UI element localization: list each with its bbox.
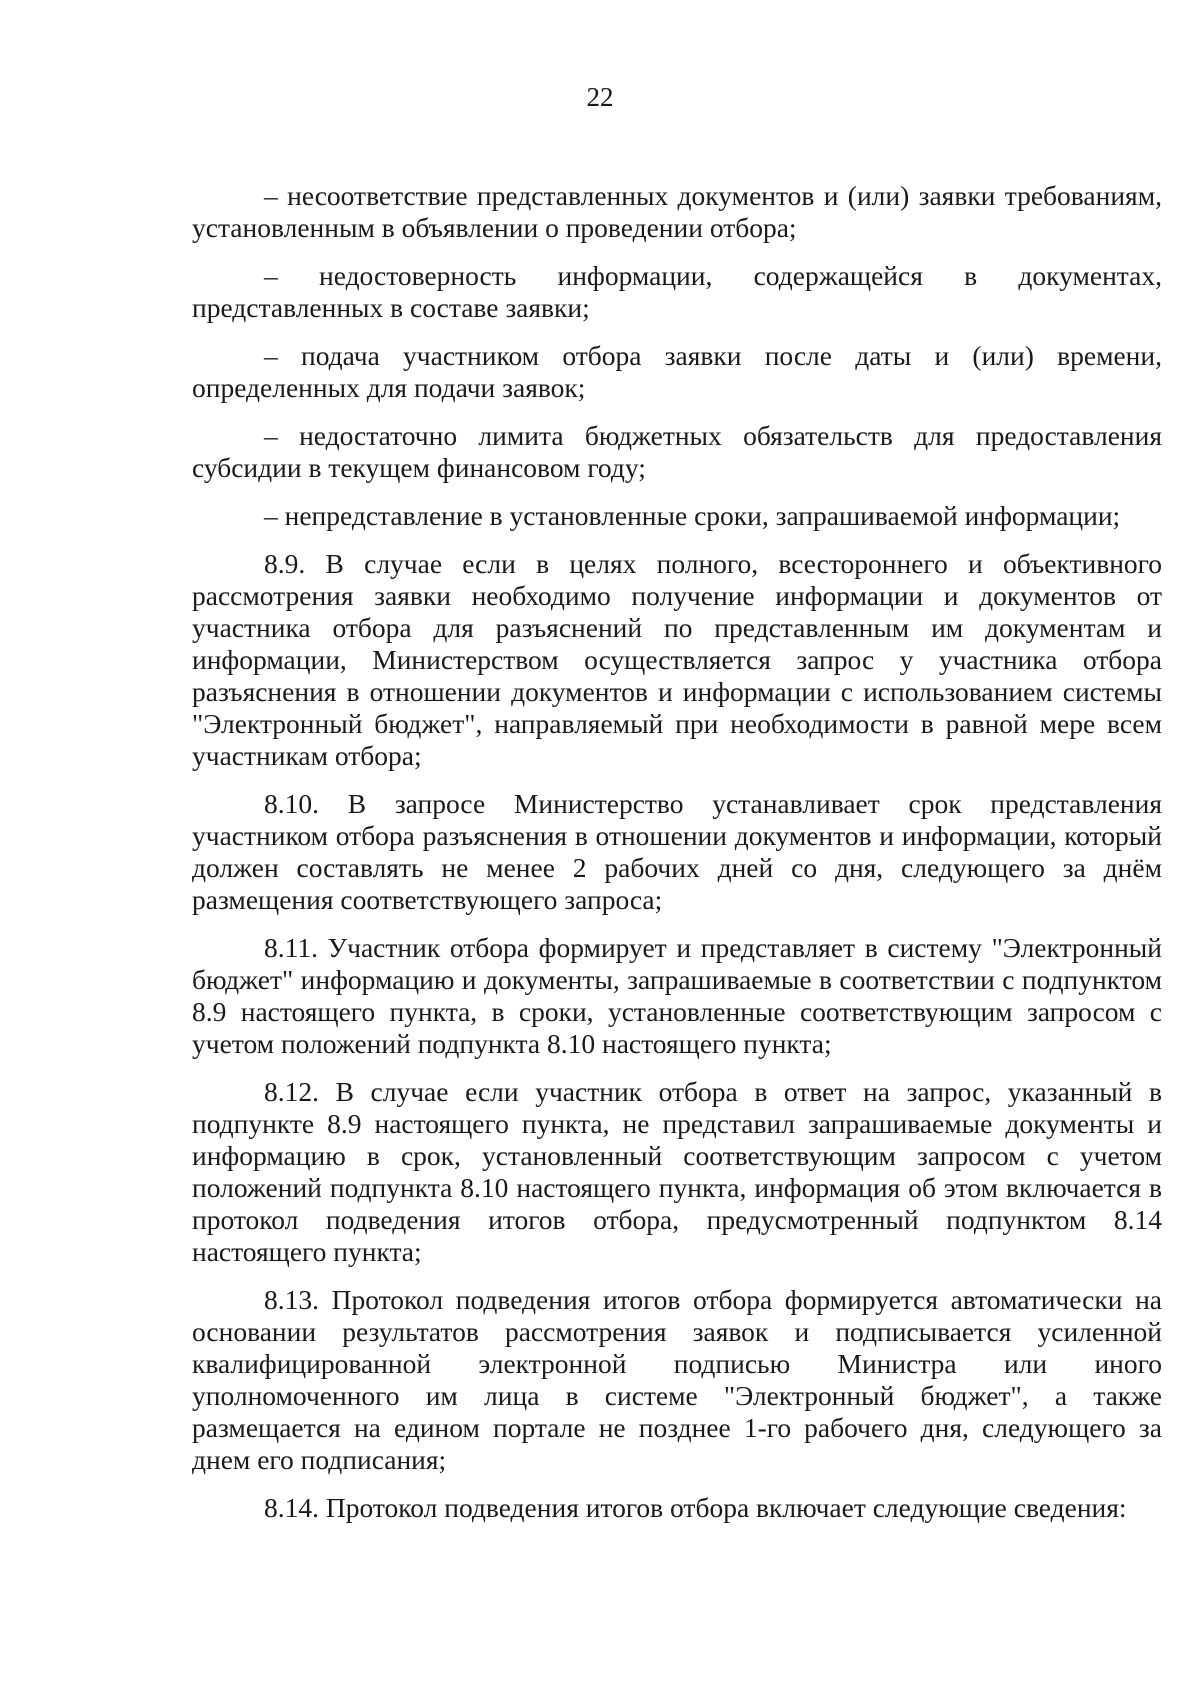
paragraph-8-13: 8.13. Протокол подведения итогов отбора формируется автоматически на основании результатов рассмотрения заявок и подписывается усиленной квалифицированной электронной подписью Министра или иного уполномоченного им лица в системе "Электронный бюджет", а также размещается на едином портале не позднее 1-го рабочего дня, следующего за днем его подписания; bbox=[192, 1284, 1162, 1475]
paragraph-criterion-nonsubmission: – непредставление в установленные сроки, запрашиваемой информации; bbox=[264, 500, 1121, 531]
paragraph-criterion-late-submission: – подача участником отбора заявки после даты и (или) времени, определенных для подачи заявок; bbox=[192, 340, 1162, 403]
paragraph-8-9: 8.9. В случае если в целях полного, всестороннего и объективного рассмотрения заявки необходимо получение информации и документов от участника отбора для разъяснений по представленным им документам и информации, Министерством осуществляется запрос у участника отбора разъяснения в отношении документов и информации с использованием системы "Электронный бюджет", направляемый при необходимости в равной мере всем участникам отбора; bbox=[192, 548, 1162, 771]
paragraph-criterion-noncompliance: – несоответствие представленных документов и (или) заявки требованиям, установленным в объявлении о проведении отбора; bbox=[192, 180, 1162, 243]
paragraph-criterion-insufficient-limit: – недостаточно лимита бюджетных обязательств для предоставления субсидии в текущем финансовом году; bbox=[192, 420, 1162, 483]
document-body bbox=[192, 180, 1162, 1524]
paragraph-8-14: 8.14. Протокол подведения итогов отбора включает следующие сведения: bbox=[264, 1492, 1127, 1523]
paragraph-8-10: 8.10. В запросе Министерство устанавливает срок представления участником отбора разъяснения в отношении документов и информации, который должен составлять не менее 2 рабочих дней со дня, следующего за днём размещения соответствующего запроса; bbox=[192, 788, 1162, 915]
page-number: 22 bbox=[586, 82, 614, 112]
paragraph-8-12: 8.12. В случае если участник отбора в ответ на запрос, указанный в подпункте 8.9 настоящего пункта, не представил запрашиваемые документы и информацию в срок, установленный соответствующим запросом с учетом положений подпункта 8.10 настоящего пункта, информация об этом включается в протокол подведения итогов отбора, предусмотренный подпунктом 8.14 настоящего пункта; bbox=[192, 1076, 1162, 1267]
paragraph-criterion-unreliable-info: – недостоверность информации, содержащейся в документах, представленных в составе заявки; bbox=[192, 260, 1162, 323]
paragraph-8-11: 8.11. Участник отбора формирует и представляет в систему "Электронный бюджет" информацию и документы, запрашиваемые в соответствии с подпунктом 8.9 настоящего пункта, в сроки, установленные соответствующим запросом с учетом положений подпункта 8.10 настоящего пункта; bbox=[192, 932, 1162, 1059]
